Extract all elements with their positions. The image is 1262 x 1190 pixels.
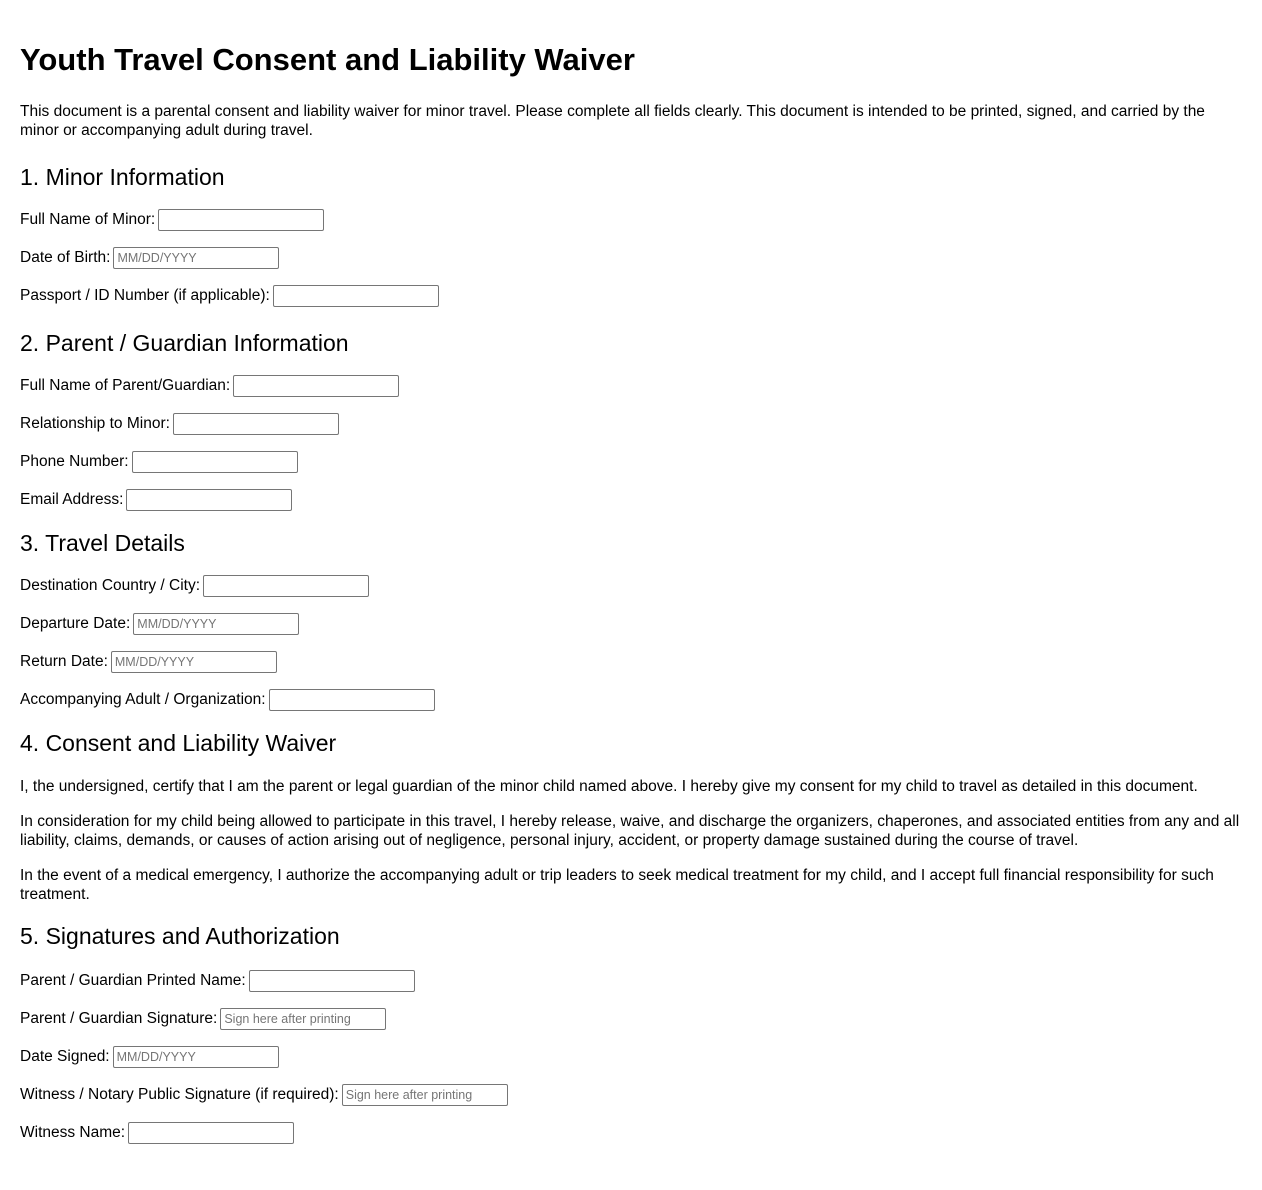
guardian-signature-row	[20, 1008, 1242, 1030]
return-date-row	[20, 651, 1242, 673]
departure-date-row	[20, 613, 1242, 635]
section-heading-travel-details: 3. Travel Details	[20, 530, 185, 556]
return-date-input[interactable]	[111, 651, 277, 673]
phone-row	[20, 451, 1242, 473]
relationship-row	[20, 413, 1242, 435]
witness-signature-label: Witness / Notary Public Signature (if required):	[20, 1086, 339, 1103]
dob-row	[20, 247, 1242, 269]
destination-label: Destination Country / City:	[20, 577, 201, 594]
passport-input[interactable]	[273, 285, 439, 307]
witness-name-row	[20, 1122, 1242, 1144]
printed-name-input[interactable]	[249, 970, 415, 992]
section-heading-guardian-information: 2. Parent / Guardian Information	[20, 330, 349, 356]
email-label: Email Address:	[20, 491, 124, 508]
departure-date-label: Departure Date:	[20, 615, 131, 632]
dob-input[interactable]	[113, 247, 279, 269]
minor-name-input[interactable]	[158, 209, 324, 231]
passport-label: Passport / ID Number (if applicable):	[20, 287, 270, 304]
document-title: Youth Travel Consent and Liability Waiver	[20, 42, 635, 77]
date-signed-row	[20, 1046, 1242, 1068]
accompanying-adult-input[interactable]	[269, 689, 435, 711]
guardian-name-row	[20, 375, 1242, 397]
witness-name-label: Witness Name:	[20, 1124, 126, 1141]
accompanying-adult-row	[20, 689, 1242, 711]
email-row	[20, 489, 1242, 511]
printed-name-row	[20, 970, 1242, 992]
witness-signature-row	[20, 1084, 1242, 1106]
dob-label: Date of Birth:	[20, 249, 111, 266]
phone-label: Phone Number:	[20, 453, 129, 470]
destination-input[interactable]	[203, 575, 369, 597]
minor-name-row	[20, 209, 1242, 231]
departure-date-input[interactable]	[133, 613, 299, 635]
consent-paragraph-2: In consideration for my child being allowed to participate in this travel, I hereby release, waive, and discharge the organizers, chaperones, and associated entities from any and all liability, claims, demands, or causes of action arising out of negligence, personal injury, accident, or property damage sustained during the course of travel.	[20, 813, 1240, 849]
guardian-signature-input[interactable]	[220, 1008, 386, 1030]
consent-paragraph-3: In the event of a medical emergency, I authorize the accompanying adult or trip leaders to seek medical treatment for my child, and I accept full financial responsibility for such treatment.	[20, 867, 1214, 903]
witness-name-input[interactable]	[128, 1122, 294, 1144]
relationship-label: Relationship to Minor:	[20, 415, 170, 432]
consent-paragraph-1: I, the undersigned, certify that I am the parent or legal guardian of the minor child named above. I hereby give my consent for my child to travel as detailed in this document.	[20, 778, 1198, 795]
date-signed-input[interactable]	[113, 1046, 279, 1068]
accompanying-adult-label: Accompanying Adult / Organization:	[20, 691, 266, 708]
email-input[interactable]	[126, 489, 292, 511]
printed-name-label: Parent / Guardian Printed Name:	[20, 972, 246, 989]
destination-row	[20, 575, 1242, 597]
passport-row	[20, 285, 1242, 307]
intro-paragraph: This document is a parental consent and liability waiver for minor travel. Please complete all fields clearly. This document is intended to be printed, signed, and carried by the minor or accompanying adult during travel.	[20, 103, 1205, 139]
phone-input[interactable]	[132, 451, 298, 473]
date-signed-label: Date Signed:	[20, 1048, 110, 1065]
guardian-name-label: Full Name of Parent/Guardian:	[20, 377, 231, 394]
return-date-label: Return Date:	[20, 653, 108, 670]
section-heading-consent-waiver: 4. Consent and Liability Waiver	[20, 730, 337, 756]
section-heading-signatures: 5. Signatures and Authorization	[20, 923, 340, 949]
guardian-name-input[interactable]	[233, 375, 399, 397]
section-heading-minor-information: 1. Minor Information	[20, 164, 225, 190]
relationship-input[interactable]	[173, 413, 339, 435]
minor-name-label: Full Name of Minor:	[20, 211, 156, 228]
guardian-signature-label: Parent / Guardian Signature:	[20, 1010, 218, 1027]
witness-signature-input[interactable]	[342, 1084, 508, 1106]
